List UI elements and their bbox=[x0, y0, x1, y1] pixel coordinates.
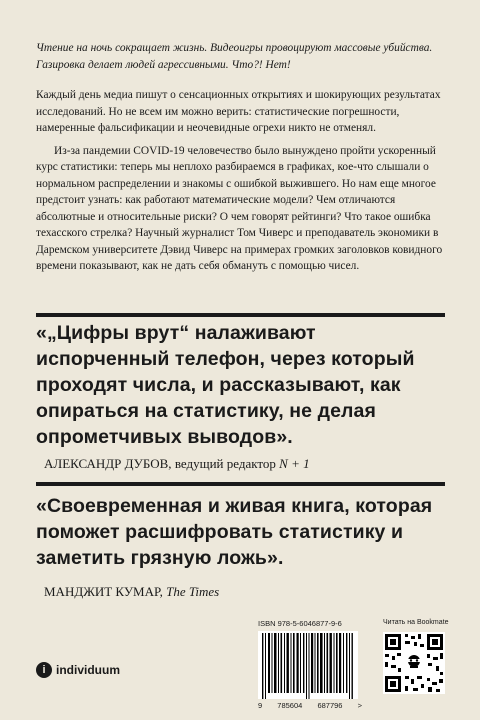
publisher-name: individuum bbox=[56, 663, 120, 677]
barcode bbox=[258, 631, 358, 699]
paragraph: Из-за пандемии COVID-19 человечество было вынуждено пройти ускоренный курс статистики: теперь мы неплохо разбираемся в графиках, кое-что слышали о нормальном распределении и знакомы с ошибкой выжившего. Но нам еще многое предстоит узнать: как работают математические модели? Чем отличаются абсолютные и относительные риски? О чем говорят рейтинги? Что такое ошибка техасского стрелка? Научный журналист Том Чиверс и преподаватель экономики в Даремском университете Дэвид Чиверс на примерах громких заголовков ковидного времени показывают, как не дать себя обмануть с помощью чисел. bbox=[36, 144, 443, 272]
quote-2-attribution bbox=[44, 584, 219, 600]
quote-author: АЛЕКСАНДР ДУБОВ, bbox=[44, 456, 172, 471]
publisher-logo-icon: i bbox=[36, 662, 52, 678]
intro-text: Чтение на ночь сокращает жизнь. Видеоигры провоцируют массовые убийства. Газировка делает людей агрессивными. Что?! Нет! bbox=[36, 42, 433, 71]
publisher-logo bbox=[36, 662, 120, 678]
barcode-arrow: > bbox=[357, 701, 362, 710]
description bbox=[36, 87, 446, 275]
quote-1-attribution bbox=[44, 456, 310, 472]
barcode-digit-group: 785604 bbox=[277, 701, 303, 710]
divider-rule bbox=[36, 313, 445, 317]
barcode-icon bbox=[258, 631, 358, 699]
barcode-digit-group: 687796 bbox=[317, 701, 343, 710]
qr-code-icon[interactable] bbox=[383, 632, 445, 694]
quote-author-role: ведущий редактор bbox=[171, 456, 280, 471]
quote-source: The Times bbox=[162, 584, 220, 599]
barcode-digits bbox=[258, 701, 362, 710]
divider-rule bbox=[36, 482, 445, 486]
barcode-digit-first: 9 bbox=[258, 701, 263, 710]
isbn: ISBN 978-5-6046877-9-6 bbox=[258, 619, 342, 628]
paragraph: Каждый день медиа пишут о сенсационных открытиях и шокирующих результатах исследований. Но не всем им можно верить: статистические погрешности, намеренные фальсификации и неочевидные огрехи никто не отменял. bbox=[36, 89, 441, 134]
quote-1: «„Цифры врут“ налаживают испорченный телефон, через который проходят числа, и рассказывают, как опираться на статистику, не делая опрометчивых выводов». bbox=[36, 322, 415, 448]
quote-2: «Своевременная и живая книга, которая поможет расшифровать статистику и заметить грязную ложь». bbox=[36, 495, 433, 569]
quote-source: N + 1 bbox=[279, 456, 310, 471]
bookmate-label: Читать на Bookmate bbox=[383, 619, 449, 626]
quote-author: МАНДЖИТ КУМАР, bbox=[44, 584, 163, 599]
